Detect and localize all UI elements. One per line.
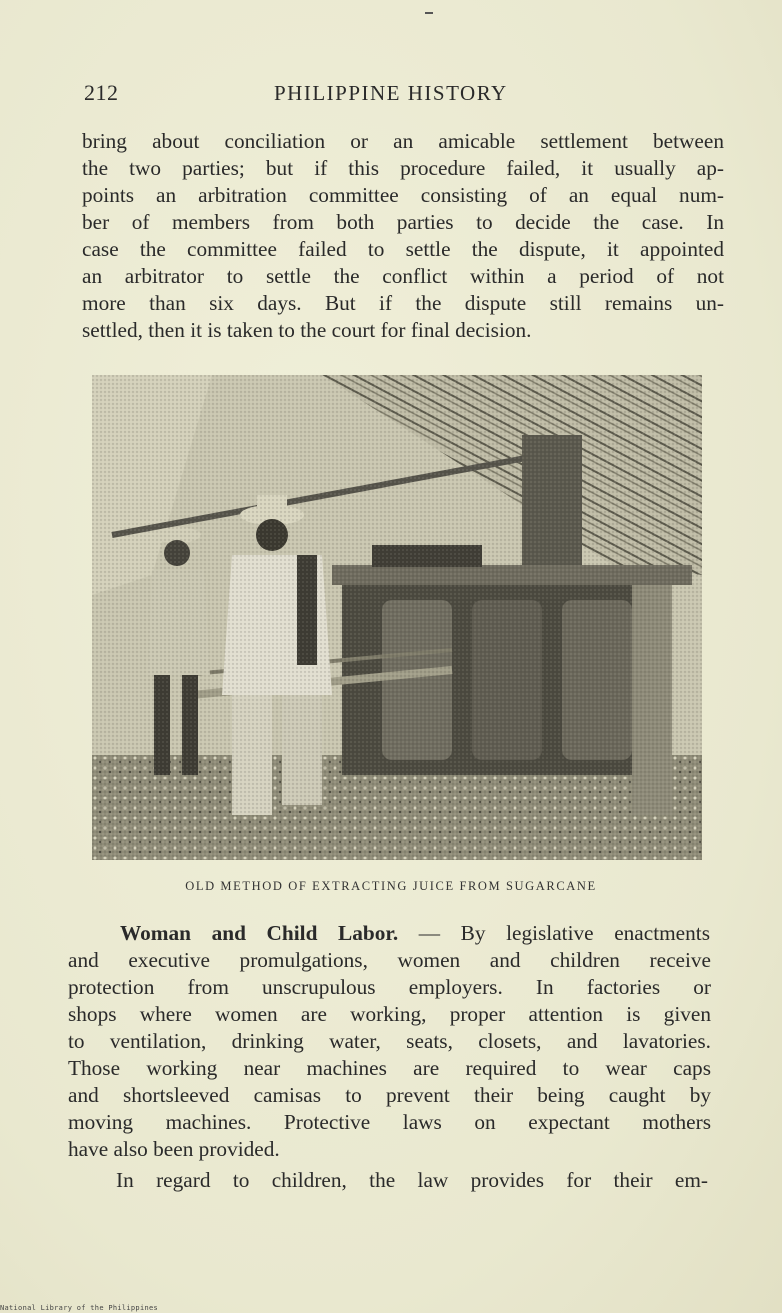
section-first-line [120,920,710,947]
text-line: to ventilation, drinking water, seats, closets, and lavatories. [68,1029,711,1053]
page-number: 212 [84,80,119,105]
section-first-line-rest: — By legislative enactments [398,921,710,945]
text-line: Those working near machines are required to wear caps [68,1056,711,1080]
text-line: settled, then it is taken to the court for final decision. [82,318,532,342]
text-line: and executive promulgations, women and children receive [68,948,711,972]
text-line: moving machines. Protective laws on expectant mothers [68,1110,711,1134]
text-line [120,920,710,947]
text-line: have also been provided. [68,1137,280,1161]
paragraph-arbitration [82,128,724,344]
figure-caption: OLD METHOD OF EXTRACTING JUICE FROM SUGARCANE [185,879,597,893]
halftone-grain [92,375,702,860]
paragraph-labor [68,947,711,1163]
sugarcane-mill-photo [92,375,702,860]
text-line: In regard to children, the law provides for their em- [116,1168,708,1192]
text-line: protection from unscrupulous employers. In factories or [68,975,711,999]
text-line: an arbitrator to settle the conflict within a period of not [82,264,724,288]
paragraph-children [116,1167,708,1194]
page-header [84,80,724,110]
text-line: ber of members from both parties to decide the case. In [82,210,724,234]
text-line: bring about conciliation or an amicable settlement between [82,129,724,153]
text-line: the two parties; but if this procedure failed, it usually ap- [82,156,724,180]
library-credit: National Library of the Philippines [0,1304,159,1312]
print-mark [425,12,433,14]
text-line: points an arbitration committee consisting of an equal num- [82,183,724,207]
text-line: more than six days. But if the dispute still remains un- [82,291,724,315]
text-line: case the committee failed to settle the dispute, it appointed [82,237,724,261]
text-line: shops where women are working, proper attention is given [68,1002,711,1026]
running-title: PHILIPPINE HISTORY [274,81,508,105]
section-heading: Woman and Child Labor. [120,921,399,945]
text-line: and shortsleeved camisas to prevent their being caught by [68,1083,711,1107]
